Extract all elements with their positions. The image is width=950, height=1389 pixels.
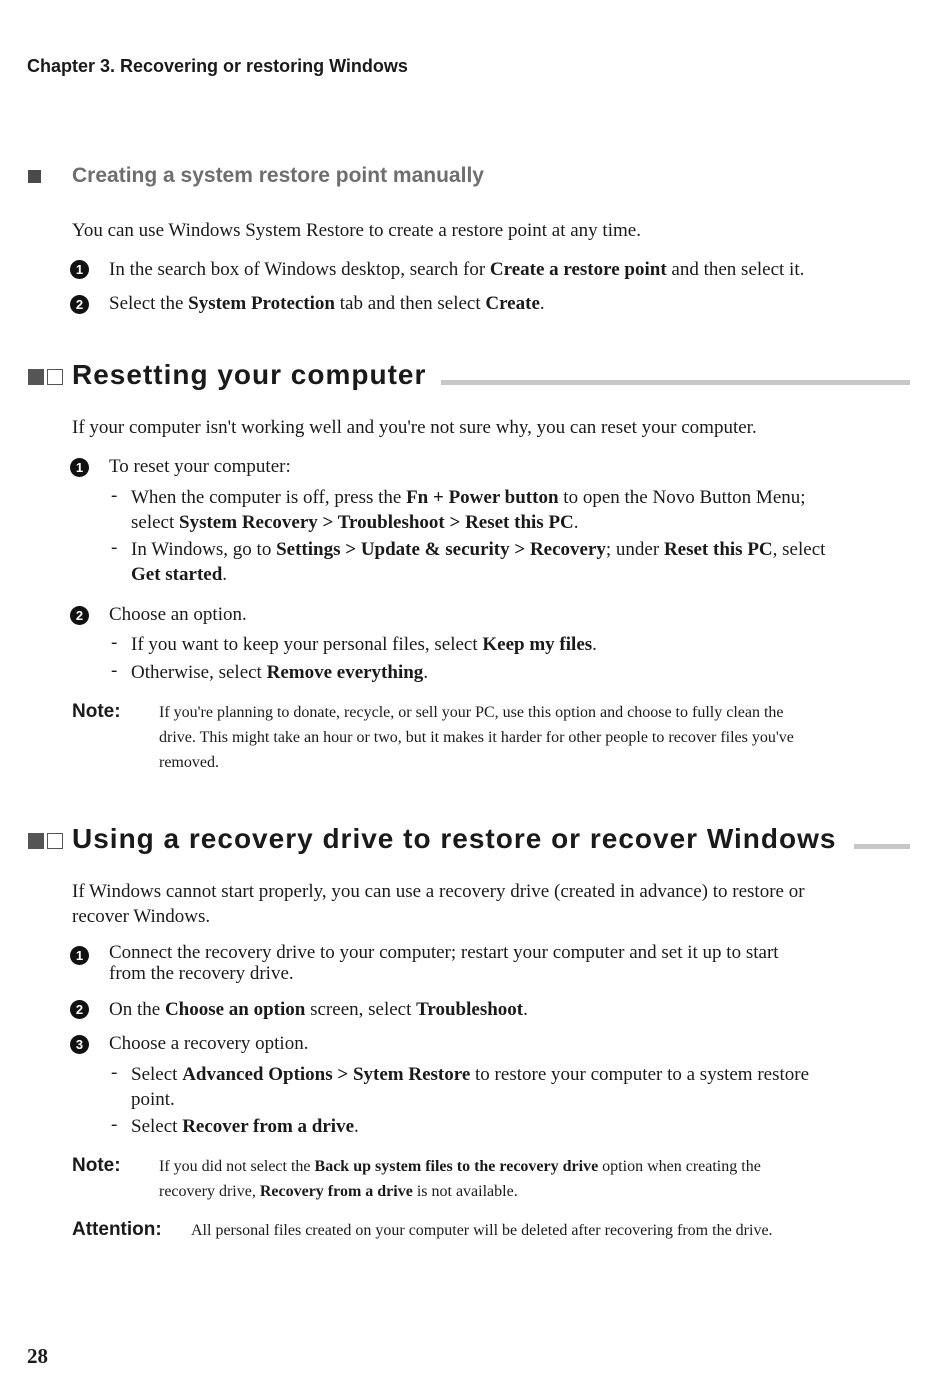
section-rule [441,380,910,385]
step-number-icon: 3 [70,1035,89,1054]
section-intro: If your computer isn't working well and you're not sure why, you can reset your computer. [72,417,757,438]
sub-step-text: Otherwise, select Remove everything. [131,662,429,683]
page-number: 28 [27,1344,48,1368]
step-text: Select the System Protection tab and then select Create. [109,293,545,314]
section-intro: If Windows cannot start properly, you can use a recovery drive (created in advance) to restore or recover Windows. [72,881,805,927]
note-label: Note: [72,701,121,722]
dash-bullet: - [111,632,118,653]
empty-square-icon [47,369,63,385]
note-label: Note: [72,1155,121,1176]
subsection-intro: You can use Windows System Restore to create a restore point at any time. [72,220,641,241]
subsection-title: Creating a system restore point manually [72,164,484,187]
attention-label: Attention: [72,1219,162,1240]
dash-bullet: - [111,1062,118,1083]
dash-bullet: - [111,1114,118,1135]
sub-step-text: If you want to keep your personal files, select Keep my files. [131,634,597,655]
dash-bullet: - [111,485,118,506]
step-number-icon: 1 [70,260,89,279]
section-marker-icon [28,369,63,385]
sub-step-text: In Windows, go to Settings > Update & security > Recovery; under Reset this PC, select Get started. [131,539,826,585]
step-text: In the search box of Windows desktop, search for Create a restore point and then select it. [109,259,805,280]
step-number-icon: 1 [70,458,89,477]
section-title: Resetting your computer [72,359,427,390]
step-number-icon: 1 [70,946,89,965]
step-text: Choose an option. [109,604,247,625]
section-marker-icon [28,833,63,849]
step-text: To reset your computer: [109,456,291,477]
step-text: Connect the recovery drive to your computer; restart your computer and set it up to start from the recovery drive. [109,942,779,984]
attention-text: All personal files created on your computer will be deleted after recovering from the drive. [191,1222,773,1239]
sub-step-text: When the computer is off, press the Fn + Power button to open the Novo Button Menu; select System Recovery > Troubleshoot > Reset this PC. [131,487,806,533]
square-bullet-icon [28,170,41,183]
sub-step-text: Select Advanced Options > Sytem Restore to restore your computer to a system restore point. [131,1064,810,1110]
section-rule [854,844,910,849]
note-text: If you're planning to donate, recycle, or sell your PC, use this option and choose to fully clean the drive. This might take an hour or two, but it makes it harder for other people to recover files you've removed. [159,704,794,771]
chapter-header: Chapter 3. Recovering or restoring Windows [27,56,408,76]
dash-bullet: - [111,660,118,681]
step-number-icon: 2 [70,295,89,314]
step-number-icon: 2 [70,1000,89,1019]
step-number-icon: 2 [70,606,89,625]
note-text: If you did not select the Back up system files to the recovery drive option when creating the recovery drive, Recovery from a drive is not available. [159,1158,761,1200]
section-title: Using a recovery drive to restore or recover Windows [72,823,837,854]
filled-square-icon [28,833,44,849]
step-text: Choose a recovery option. [109,1033,309,1054]
dash-bullet: - [111,537,118,558]
sub-step-text: Select Recover from a drive. [131,1116,359,1137]
step-text: On the Choose an option screen, select Troubleshoot. [109,999,528,1020]
filled-square-icon [28,369,44,385]
empty-square-icon [47,833,63,849]
